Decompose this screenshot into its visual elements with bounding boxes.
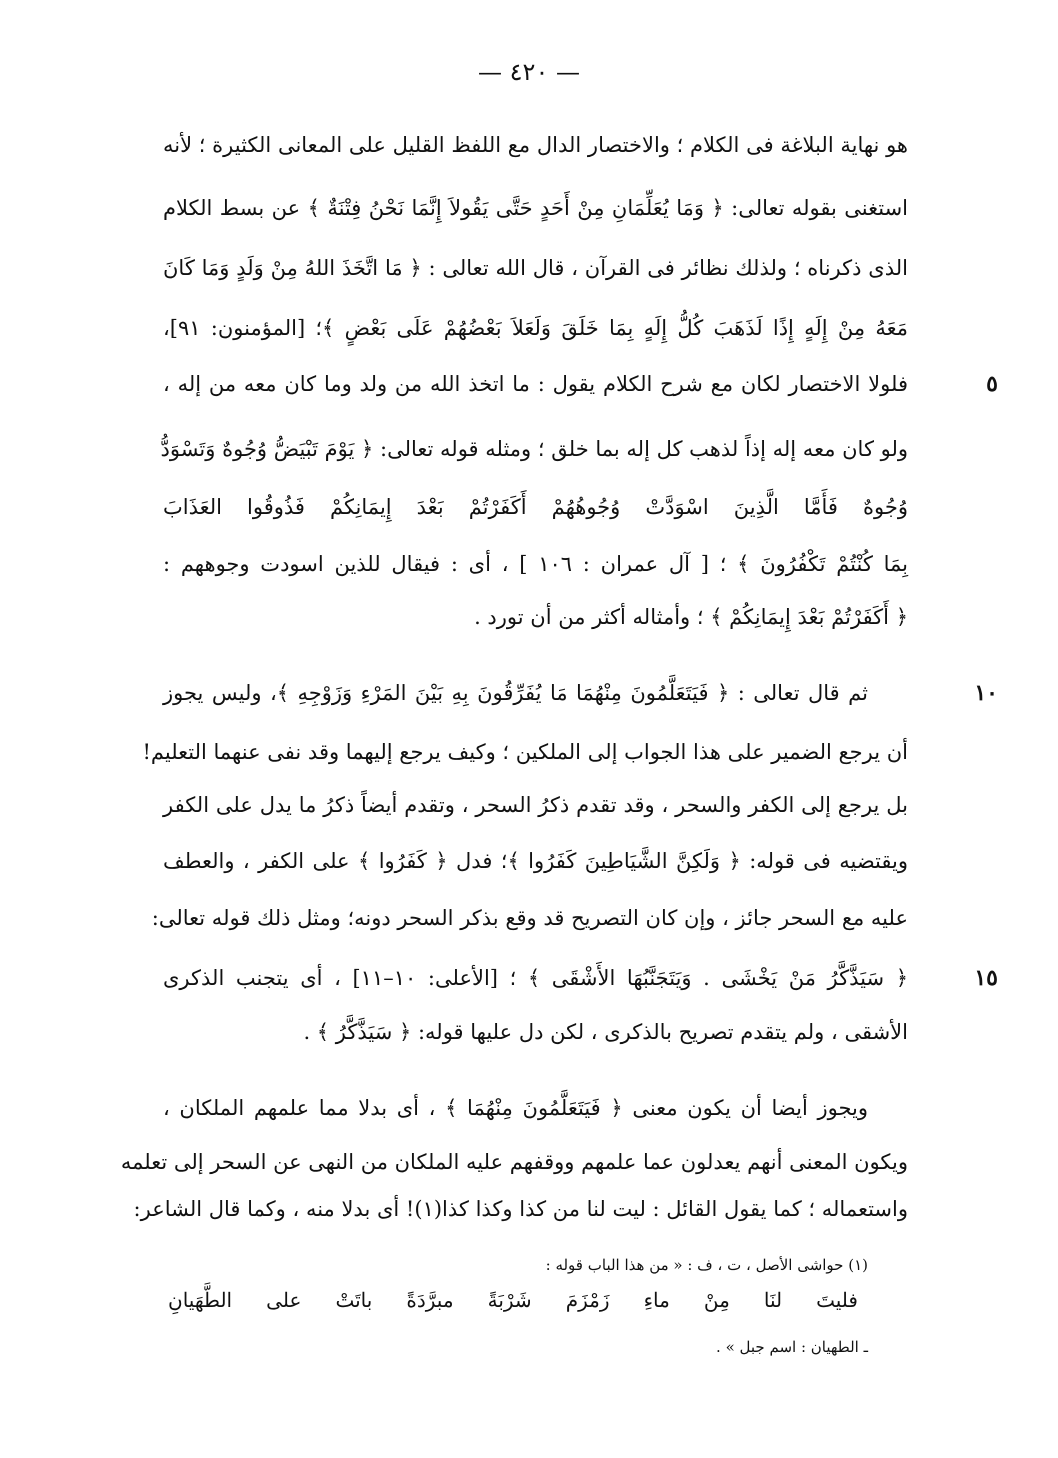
footnote-heading: (١) حواشى الأصل ، ت ، ف : « من هذا الباب قوله : bbox=[545, 1256, 868, 1274]
text-line: بل يرجع إلى الكفر والسحر ، وقد تقدم ذكرُ السحر ، وتقدم أيضاً ذكرُ ما يدل على الكفر bbox=[163, 793, 908, 817]
text-line: الأشقى ، ولم يتقدم تصريح بالذكرى ، لكن دل عليها قوله: ﴿ سَيَذَّكَّرُ ﴾ . bbox=[303, 1020, 908, 1044]
text-line: ﴿ سَيَذَّكَّرُ مَنْ يَخْشَى . وَيَتَجَنَّبُهَا الأَشْقَى ﴾ ؛ [الأعلى: ١٠–١١] ، أى يتجنب الذكرى bbox=[163, 966, 909, 990]
text-line: واستعماله ؛ كما يقول القائل : ليت لنا من كذا وكذا كذا(١)! أى بدلا منه ، وكما قال الشاعر: bbox=[133, 1197, 908, 1221]
line-number-5: ٥ bbox=[986, 371, 998, 397]
text-line: استغنى بقوله تعالى: ﴿ وَمَا يُعَلِّمَانِ مِنْ أَحَدٍ حَتَّى يَقُولاَ إِنَّمَا نَحْنُ فِتْنَةٌ ﴾ عن بسط الكلام bbox=[163, 196, 908, 220]
text-line: ولو كان معه إله إذاً لذهب كل إله بما خلق ؛ ومثله قوله تعالى: ﴿ يَوْمَ تَبْيَضُّ وُجُوهٌ وَتَسْوَدُّ bbox=[160, 437, 908, 461]
text-line: أن يرجع الضمير على هذا الجواب إلى الملكين ؛ وكيف يرجع إليهما وقد نفى عنهما التعليم! bbox=[142, 740, 908, 764]
text-line: مَعَهُ مِنْ إِلَهٍ إِذًا لَذَهَبَ كُلُّ إِلَهٍ بِمَا خَلَقَ وَلَعَلاَ بَعْضُهُمْ عَلَى بَعْضٍ ﴾؛ [المؤمنون: ٩١]، bbox=[163, 316, 908, 340]
line-number-10: ١٠ bbox=[974, 680, 998, 706]
page-number: — ٤٢٠ — bbox=[478, 58, 580, 86]
text-line: ﴿ أَكَفَرْتُمْ بَعْدَ إِيمَانِكُمْ ﴾ ؛ وأمثاله أكثر من أن تورد . bbox=[474, 605, 908, 629]
line-number-15: ١٥ bbox=[974, 965, 998, 991]
footnote-gloss: ـ الطهيان : اسم جبل » . bbox=[716, 1338, 868, 1356]
text-line: ويقتضيه فى قوله: ﴿ وَلَكِنَّ الشَّيَاطِينَ كَفَرُوا ﴾؛ فدل ﴿ كَفَرُوا ﴾ على الكفر ، والعطف bbox=[163, 849, 908, 873]
text-line: بِمَا كُنْتُمْ تَكْفُرُونَ ﴾ ؛ [ آل عمران : ١٠٦ ] ، أى : فيقال للذين اسودت وجوههم : bbox=[163, 552, 908, 576]
text-line: الذى ذكرناه ؛ ولذلك نظائر فى القرآن ، قال الله تعالى : ﴿ مَا اتَّخَذَ اللهُ مِنْ وَلَدٍ وَمَا كَانَ bbox=[163, 256, 908, 280]
text-line: ويجوز أيضا أن يكون معنى ﴿ فَيَتَعَلَّمُونَ مِنْهُمَا ﴾ ، أى بدلا مما علمهم الملكان ، bbox=[163, 1096, 868, 1120]
text-line: ثم قال تعالى : ﴿ فَيَتَعَلَّمُونَ مِنْهُمَا مَا يُفَرِّقُونَ بِهِ بَيْنَ المَرْءِ وَزَوْجِهِ ﴾، وليس يجوز bbox=[163, 681, 868, 705]
text-line: هو نهاية البلاغة فى الكلام ؛ والاختصار الدال مع اللفظ القليل على المعانى الكثيرة ؛ لأنه bbox=[163, 133, 908, 157]
text-line: ويكون المعنى أنهم يعدلون عما علمهم ووقفهم عليه الملكان من النهى عن السحر إلى تعلمه bbox=[120, 1150, 908, 1174]
text-line: فلولا الاختصار لكان مع شرح الكلام يقول : ما اتخذ الله من ولد وما كان معه من إله ، bbox=[163, 372, 908, 396]
text-line: وُجُوهٌ فَأَمَّا الَّذِينَ اسْوَدَّتْ وُجُوهُهُمْ أَكَفَرْتُمْ بَعْدَ إِيمَانِكُمْ فَذُوقُوا العَذَابَ bbox=[163, 495, 908, 519]
text-line: عليه مع السحر جائز ، وإن كان التصريح قد وقع بذكر السحر دونه؛ ومثل ذلك قوله تعالى: bbox=[151, 906, 908, 930]
footnote-verse: فليتَ لنَا مِنْ ماءِ زَمْزَمَ شَرْبَةً مبرَّدَةً باتَتْ على الطَّهَيانِ bbox=[168, 1288, 858, 1312]
